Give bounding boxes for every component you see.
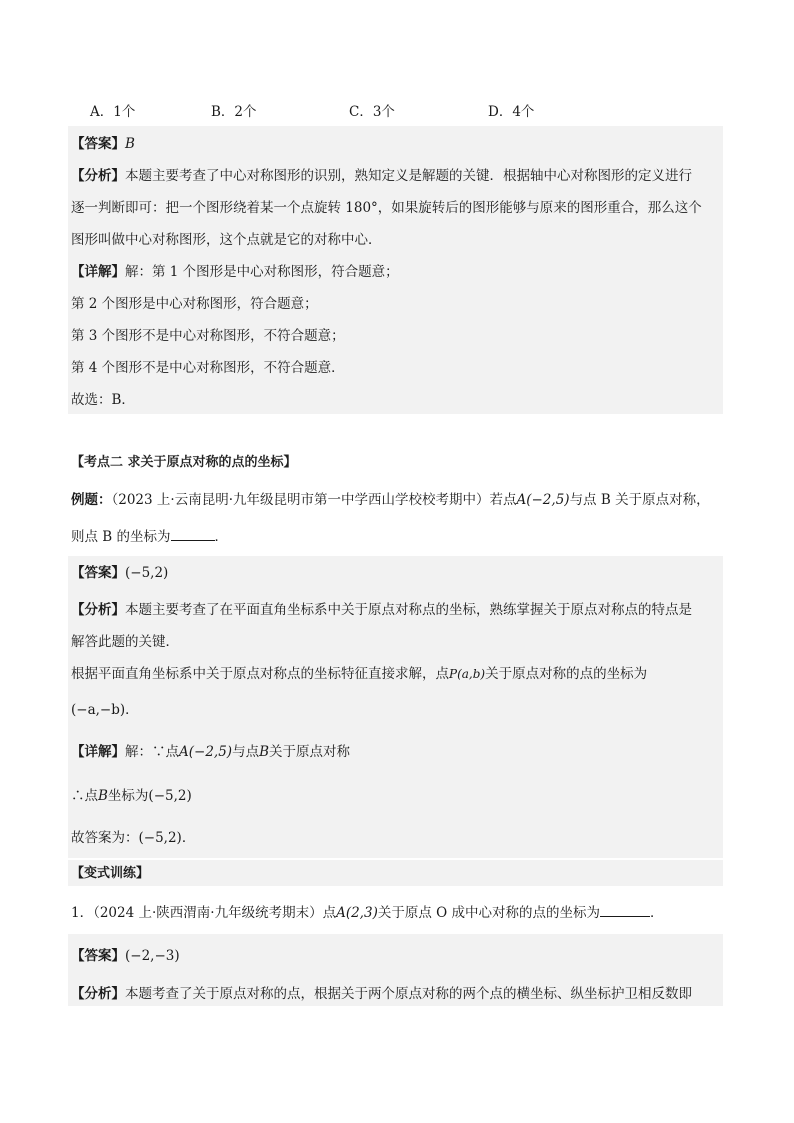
example-point: A(−2,5)	[516, 492, 570, 508]
question-text-b: 关于原点 O 成中心对称的点的坐标为	[377, 905, 600, 921]
example-line-2	[71, 526, 228, 547]
question-text: 1．（2024 上·陕西渭南·九年级统考期末）点	[71, 905, 337, 921]
detail-line-4: 第 4 个图形不是中心对称图形，不符合题意．	[71, 360, 345, 376]
analysis-line-4	[71, 600, 692, 620]
example-rest: 与点 B 关于原点对称，	[569, 492, 710, 508]
detail-point: B	[98, 788, 108, 804]
detail-label: 【详解】	[71, 744, 125, 760]
detail-text: 解：∵点	[125, 744, 179, 760]
answer-line-2	[71, 563, 168, 583]
variant-heading: 【变式训练】	[71, 866, 150, 881]
option-a: A．1个	[90, 104, 136, 120]
analysis-line-2: 逐一判断即可：把一个图形绕着某一个点旋转 180°，如果旋转后的图形能够与原来的图形重合，那么这个	[71, 200, 702, 216]
example-label: 例题：	[71, 492, 112, 508]
detail-point: A(−2,5)	[179, 744, 233, 760]
detail-text-b: 与点	[232, 744, 260, 760]
answer-label: 【答案】	[71, 948, 125, 964]
answer-blank	[171, 526, 215, 541]
answer-value: (−2,−3)	[125, 948, 180, 964]
analysis-line-6	[71, 664, 647, 684]
answer-line-3	[71, 946, 180, 966]
analysis-line-5: 解答此题的关键．	[71, 634, 179, 650]
detail-line-2: 第 2 个图形是中心对称图形，符合题意；	[71, 296, 318, 312]
detail-text: ∴点	[71, 788, 98, 804]
detail-line-3: 第 3 个图形不是中心对称图形，不符合题意；	[71, 328, 345, 344]
analysis-line-7: (−a,−b)．	[71, 702, 139, 718]
detail-text: 解：第 1 个图形是中心对称图形，符合题意；	[125, 264, 399, 280]
section-heading: 【考点二 求关于原点对称的点的坐标】	[71, 455, 297, 470]
conclusion-line-2	[71, 828, 195, 848]
analysis-line-1	[71, 166, 692, 186]
question-period: ．	[650, 905, 664, 921]
detail-value: (−5,2)	[148, 788, 192, 804]
example-question: 则点 B 的坐标为	[71, 529, 171, 545]
analysis-text-b: 关于原点对称的点的坐标为	[485, 666, 648, 682]
variant-heading-block	[68, 860, 723, 886]
detail-line-6	[71, 786, 192, 806]
analysis-text: 本题考查了关于原点对称的点，根据关于两个原点对称的两个点的横坐标、纵坐标护卫相反数即	[125, 986, 692, 1002]
answer-value: (−5,2)	[125, 565, 169, 581]
example-period: ．	[214, 529, 229, 545]
option-d: D．4个	[488, 104, 535, 120]
analysis-text: 本题主要考查了在平面直角坐标系中关于原点对称点的坐标，熟练掌握关于原点对称点的特点是	[125, 602, 692, 618]
option-b: B．2个	[211, 104, 257, 120]
detail-line-5	[71, 742, 350, 762]
conclusion-line-1: 故选：B．	[71, 392, 135, 408]
conclusion-value: (−5,2)	[138, 830, 182, 846]
answer-value: B	[125, 136, 135, 152]
variant-question-1	[71, 902, 664, 923]
analysis-label: 【分析】	[71, 168, 125, 184]
detail-text-b: 坐标为	[107, 788, 149, 804]
answer-label: 【答案】	[71, 565, 125, 581]
detail-label: 【详解】	[71, 264, 125, 280]
analysis-text: 本题主要考查了中心对称图形的识别，熟知定义是解题的关键．根据轴中心对称图形的定义进行	[125, 168, 692, 184]
detail-line-1	[71, 262, 399, 282]
detail-point-b: B	[259, 744, 269, 760]
example-source: （2023 上·云南昆明·九年级昆明市第一中学西山学校校考期中）若点	[111, 492, 517, 508]
analysis-text: 根据平面直角坐标系中关于原点对称点的坐标特征直接求解，点	[71, 666, 449, 682]
question-point: A(2,3)	[336, 905, 378, 921]
analysis-label: 【分析】	[71, 986, 125, 1002]
analysis-point: P(a,b)	[449, 667, 486, 681]
analysis-line-3: 图形叫做中心对称图形，这个点就是它的对称中心．	[71, 232, 382, 248]
analysis-line-8	[71, 984, 692, 1004]
answer-blank	[600, 902, 650, 917]
option-c: C．3个	[349, 104, 395, 120]
example-line-1	[71, 490, 710, 510]
answer-label: 【答案】	[71, 136, 125, 152]
conclusion-period: ．	[181, 830, 196, 846]
conclusion-text: 故答案为：	[71, 830, 139, 846]
analysis-label: 【分析】	[71, 602, 125, 618]
detail-text-c: 关于原点对称	[269, 744, 350, 760]
answer-line-1	[71, 134, 135, 154]
